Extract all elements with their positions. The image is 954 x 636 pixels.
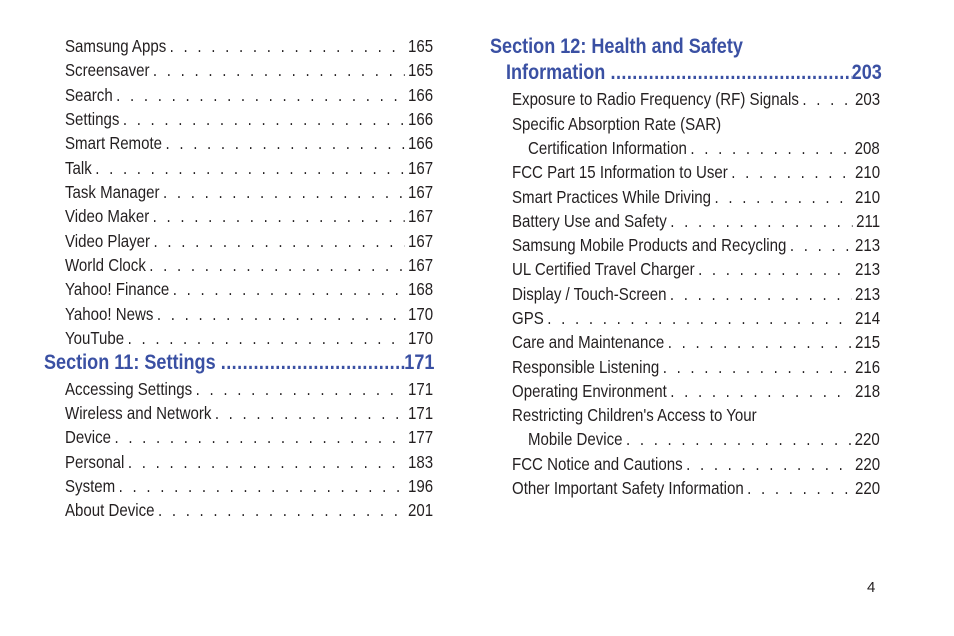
toc-entry-page: 171 [407, 403, 434, 423]
toc-entry-title: Personal [65, 452, 125, 472]
toc-entry-page: 220 [854, 429, 880, 449]
toc-entry-page: 166 [407, 85, 434, 105]
toc-entry-title: Exposure to Radio Frequency (RF) Signals [512, 89, 799, 109]
toc-entry-page: 196 [407, 476, 434, 496]
dot-leader [663, 356, 852, 378]
toc-entry-page: 213 [854, 284, 881, 304]
toc-entry[interactable] [65, 230, 433, 252]
dot-leader [165, 132, 404, 154]
dot-leader [128, 327, 405, 349]
toc-entry-title: Search [65, 85, 113, 105]
toc-entry-page: 213 [854, 259, 881, 279]
toc-entry[interactable] [512, 307, 880, 329]
toc-entry-page: 211 [856, 211, 881, 231]
toc-entry-title: Screensaver [65, 60, 150, 80]
toc-entry[interactable] [512, 210, 880, 232]
toc-entry[interactable] [512, 477, 880, 499]
toc-entry-title: World Clock [65, 255, 146, 275]
toc-entry-title: Smart Practices While Driving [512, 187, 712, 207]
dot-leader [149, 254, 404, 276]
toc-entry-title: GPS [512, 308, 544, 328]
dot-leader [686, 453, 851, 475]
toc-entry-title: Samsung Mobile Products and Recycling [512, 235, 787, 255]
toc-entry-title: Video Player [65, 231, 151, 251]
toc-section-heading[interactable] [506, 60, 882, 86]
toc-entry[interactable] [512, 356, 880, 378]
toc-entry[interactable] [528, 137, 880, 159]
toc-entry[interactable] [512, 453, 880, 475]
dot-leader [163, 181, 405, 203]
toc-entry-title[interactable]: Specific Absorption Rate (SAR) [512, 114, 722, 134]
toc-entry-page: 168 [407, 279, 434, 299]
dot-leader [670, 380, 851, 402]
toc-entry-page: 166 [407, 133, 434, 153]
toc-entry-page: 170 [407, 328, 434, 348]
toc-entry-title-cont: Certification Information [528, 138, 687, 158]
toc-entry[interactable] [65, 84, 433, 106]
dot-leader [173, 278, 405, 300]
toc-entry-title: System [65, 476, 116, 496]
toc-entry[interactable] [65, 278, 433, 300]
toc-entry-title: Task Manager [65, 182, 160, 202]
toc-entry-page: 210 [854, 162, 881, 182]
dot-leader [114, 426, 404, 448]
toc-entry-title: Wireless and Network [65, 403, 212, 423]
toc-entry[interactable] [65, 475, 433, 497]
dot-leader [790, 234, 852, 256]
toc-entry[interactable] [65, 327, 433, 349]
toc-entry-title[interactable]: Restricting Children's Access to Your [512, 405, 757, 425]
toc-entry-page: 220 [854, 478, 881, 498]
toc-entry-title: YouTube [65, 328, 125, 348]
dot-leader [221, 350, 405, 376]
toc-entry[interactable] [512, 88, 880, 110]
toc-entry-title: Care and Maintenance [512, 332, 665, 352]
dot-leader [154, 230, 405, 252]
dot-leader [123, 108, 405, 130]
toc-entry-title: Display / Touch-Screen [512, 284, 667, 304]
dot-leader [128, 451, 405, 473]
dot-leader [116, 84, 404, 106]
toc-entry-page: 213 [854, 235, 881, 255]
toc-entry-page: 167 [407, 182, 434, 202]
toc-entry-title: Operating Environment [512, 381, 667, 401]
dot-leader [95, 157, 404, 179]
toc-entry[interactable] [65, 426, 433, 448]
page-number: 4 [867, 579, 876, 596]
toc-entry[interactable] [65, 157, 433, 179]
toc-entry-title: Samsung Apps [65, 36, 167, 56]
dot-leader [802, 88, 851, 110]
toc-entry-page: 218 [854, 381, 881, 401]
toc-entry-page: 167 [407, 206, 434, 226]
toc-entry-page: 167 [407, 255, 434, 275]
toc-entry[interactable] [65, 35, 433, 57]
toc-entry-page: 166 [407, 109, 434, 129]
toc-entry-page: 170 [407, 304, 434, 324]
toc-entry-page: 216 [854, 357, 881, 377]
dot-leader [670, 210, 852, 232]
toc-entry-page: 167 [407, 158, 434, 178]
toc-entry[interactable] [65, 451, 433, 473]
dot-leader [690, 137, 851, 159]
toc-entry[interactable] [512, 258, 880, 280]
dot-leader [153, 205, 405, 227]
toc-entry[interactable] [65, 254, 433, 276]
toc-entry-title: Battery Use and Safety [512, 211, 667, 231]
toc-entry-page: 201 [407, 500, 434, 520]
toc-entry-page: 210 [854, 187, 881, 207]
dot-leader [610, 60, 851, 86]
dot-leader [170, 35, 405, 57]
dot-leader [714, 186, 851, 208]
dot-leader [626, 428, 851, 450]
toc-entry-title: Responsible Listening [512, 357, 660, 377]
dot-leader [196, 378, 405, 400]
dot-leader [698, 258, 851, 280]
toc-entry[interactable] [512, 380, 880, 402]
toc-entry[interactable] [512, 186, 880, 208]
toc-entry-title: Talk [65, 158, 92, 178]
toc-entry-title: Yahoo! Finance [65, 279, 170, 299]
toc-entry-page: 183 [407, 452, 434, 472]
toc-entry[interactable] [512, 234, 880, 256]
toc-entry-title-cont: Mobile Device [528, 429, 623, 449]
toc-entry[interactable] [65, 132, 433, 154]
toc-entry[interactable] [65, 378, 433, 400]
toc-entry-title: Settings [65, 109, 120, 129]
toc-entry-page: 165 [407, 60, 434, 80]
section-title[interactable]: Section 12: Health and Safety [490, 35, 743, 58]
toc-entry-title: Video Maker [65, 206, 150, 226]
toc-entry-title: Accessing Settings [65, 379, 193, 399]
toc-entry-page: 208 [854, 138, 880, 158]
toc-entry-title: FCC Notice and Cautions [512, 454, 683, 474]
toc-entry[interactable] [512, 161, 880, 183]
toc-entry[interactable] [65, 303, 433, 325]
toc-section-heading[interactable] [44, 350, 434, 376]
toc-entry[interactable] [65, 499, 433, 521]
toc-entry[interactable] [512, 331, 880, 353]
toc-entry[interactable] [528, 428, 880, 450]
section-title-cont: Information [506, 61, 606, 84]
toc-entry[interactable] [512, 283, 880, 305]
toc-entry-page: 214 [854, 308, 881, 328]
dot-leader [158, 499, 405, 521]
toc-entry[interactable] [65, 205, 433, 227]
toc-entry-title: Device [65, 427, 112, 447]
toc-entry-page: 167 [407, 231, 434, 251]
dot-leader [547, 307, 851, 329]
toc-entry-page: 171 [407, 379, 434, 399]
toc-entry-title: Other Important Safety Information [512, 478, 744, 498]
toc-entry-page: 220 [854, 454, 881, 474]
dot-leader [157, 303, 405, 325]
toc-entry[interactable] [65, 59, 433, 81]
toc-entry-title: FCC Part 15 Information to User [512, 162, 728, 182]
toc-entry-page: 215 [854, 332, 881, 352]
section-title: Section 11: Settings [44, 351, 216, 374]
toc-entry-page: 165 [407, 36, 434, 56]
section-page: 203 [851, 61, 882, 84]
dot-leader [215, 402, 405, 424]
toc-entry[interactable] [65, 181, 433, 203]
toc-entry[interactable] [65, 108, 433, 130]
toc-entry-page: 203 [854, 89, 881, 109]
dot-leader [670, 283, 852, 305]
toc-entry-title: Smart Remote [65, 133, 163, 153]
dot-leader [747, 477, 851, 499]
toc-entry[interactable] [65, 402, 433, 424]
toc-entry-title: About Device [65, 500, 155, 520]
section-page: 171 [404, 351, 435, 374]
dot-leader [153, 59, 405, 81]
toc-entry-title: UL Certified Travel Charger [512, 259, 695, 279]
dot-leader [668, 331, 852, 353]
toc-entry-title: Yahoo! News [65, 304, 154, 324]
dot-leader [119, 475, 405, 497]
dot-leader [731, 161, 851, 183]
toc-entry-page: 177 [407, 427, 434, 447]
